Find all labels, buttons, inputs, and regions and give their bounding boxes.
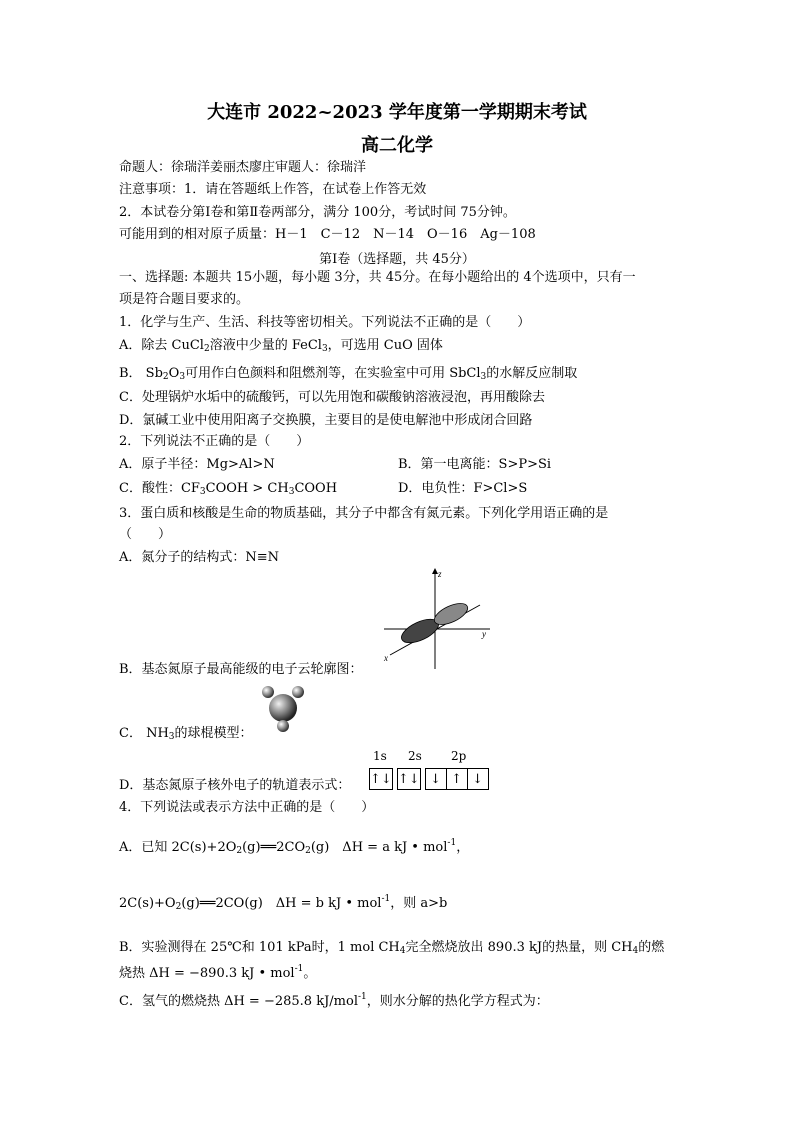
- q4-option-b-line-1: B．实验测得在 25℃和 101 kPa时，1 mol $CH_4$完全燃烧放出 890.3 kJ的热量，则 $CH_4$的燃: [119, 940, 665, 956]
- notice-2: 2．本试卷分第Ⅰ卷和第Ⅱ卷两部分，满分 100分，考试时间 75分钟。: [119, 205, 516, 220]
- orbital-label-2s: 2s: [408, 749, 422, 763]
- nitrogen-atom: [269, 694, 297, 722]
- section-1-line-1: 一、选择题: 本题共 15小题，每小题 3分，共 45分。在每小题给出的 4个选项中，只有一: [119, 270, 636, 285]
- exam-subject: 高二化学: [361, 135, 433, 156]
- q4-option-c: C．氢气的燃烧热 ΔH = −285.8 kJ/mol$^{-1}$，则水分解的热化学方程式为：: [119, 992, 549, 1009]
- orbital-box-2p-2: ↑: [446, 769, 467, 790]
- hydrogen-atom-right: [292, 686, 304, 698]
- orbital-box-2s: ↑↓: [397, 769, 420, 790]
- orbital-diagram: [369, 768, 489, 790]
- orbital-box-1s: ↑↓: [370, 769, 393, 790]
- part-1-heading: 第Ⅰ卷（选择题，共 45分）: [319, 252, 475, 267]
- q2-option-c: C．酸性：$CF_3COOH$ > $CH_3COOH$: [119, 481, 338, 497]
- atomic-masses: 可能用到的相对原子质量：H－1 C－12 N－14 O－16 Ag－108: [119, 227, 536, 242]
- q4-stem: 4．下列说法或表示方法中正确的是（ ）: [119, 800, 375, 815]
- q2-option-d: D．电负性：F>Cl>S: [398, 481, 528, 496]
- section-1-line-2: 项是符合题目要求的。: [119, 292, 250, 307]
- notice-1: 注意事项：1．请在答题纸上作答，在试卷上作答无效: [119, 182, 427, 197]
- orbital-box-2p-1: ↓: [425, 769, 446, 790]
- authors-line: 命题人：徐瑞洋姜丽杰廖庄审题人：徐瑞洋: [119, 160, 367, 175]
- q4-option-a-line-1: A．已知 $2C(s)+2O_2(g)══2CO_2(g)$ ΔH = a kJ • mol$^{-1}$，: [119, 838, 470, 856]
- orbital-box-2p-3: ↓: [467, 769, 488, 790]
- q4-option-b-line-2: 烧热 ΔH = −890.3 kJ • mol$^{-1}$。: [119, 964, 317, 981]
- q1-option-c: C．处理锅炉水垢中的硫酸钙，可以先用饱和碳酸钠溶液浸泡，再用酸除去: [119, 390, 545, 405]
- q2-stem: 2．下列说法不正确的是（ ）: [119, 434, 310, 449]
- q3-option-c: C． $NH_3$的球棍模型：: [119, 726, 253, 742]
- q3-option-a: A．氮分子的结构式：N≡N: [119, 550, 280, 565]
- q3-option-d: D．基态氮原子核外电子的轨道表示式：: [119, 778, 351, 793]
- hydrogen-atom-left: [262, 686, 274, 698]
- q4-option-a-line-2: $2C(s)+O_2(g)══2CO(g)$ ΔH = b kJ • mol$^{-1}$，则 a>b: [119, 894, 448, 912]
- q3-option-b: B．基态氮原子最高能级的电子云轮廓图：: [119, 662, 363, 677]
- hydrogen-atom-bottom: [277, 720, 289, 732]
- orbital-label-2p: 2p: [451, 749, 467, 763]
- axis-y-label: y: [482, 629, 486, 639]
- q1-option-a: A．除去 CuCl$_2$溶液中少量的 FeCl$_3$，可选用 CuO 固体: [119, 338, 443, 354]
- q1-stem: 1．化学与生产、生活、科技等密切相关。下列说法不正确的是（ ）: [119, 315, 531, 330]
- q3-stem: 3．蛋白质和核酸是生命的物质基础，其分子中都含有氮元素。下列化学用语正确的是: [119, 506, 609, 521]
- nh3-ball-stick-model: [258, 682, 308, 734]
- q2-option-a: A．原子半径：Mg>Al>N: [119, 457, 275, 472]
- q1-option-b: B． $Sb_2O_3$可用作白色颜料和阻燃剂等，在实验室中可用 SbCl$_3$的水解反应制取: [119, 366, 578, 382]
- axis-x-label: x: [384, 653, 388, 663]
- orbital-label-1s: 1s: [373, 749, 387, 763]
- p-orbital-diagram: [380, 565, 492, 671]
- axis-z-label: z: [438, 569, 442, 579]
- q2-option-b: B．第一电离能：S>P>Si: [398, 457, 552, 472]
- exam-title: 大连市 2022~2023 学年度第一学期期末考试: [207, 102, 587, 123]
- q1-option-d: D．氯碱工业中使用阳离子交换膜，主要目的是使电解池中形成闭合回路: [119, 413, 533, 428]
- q3-stem-paren: （ ）: [119, 527, 172, 542]
